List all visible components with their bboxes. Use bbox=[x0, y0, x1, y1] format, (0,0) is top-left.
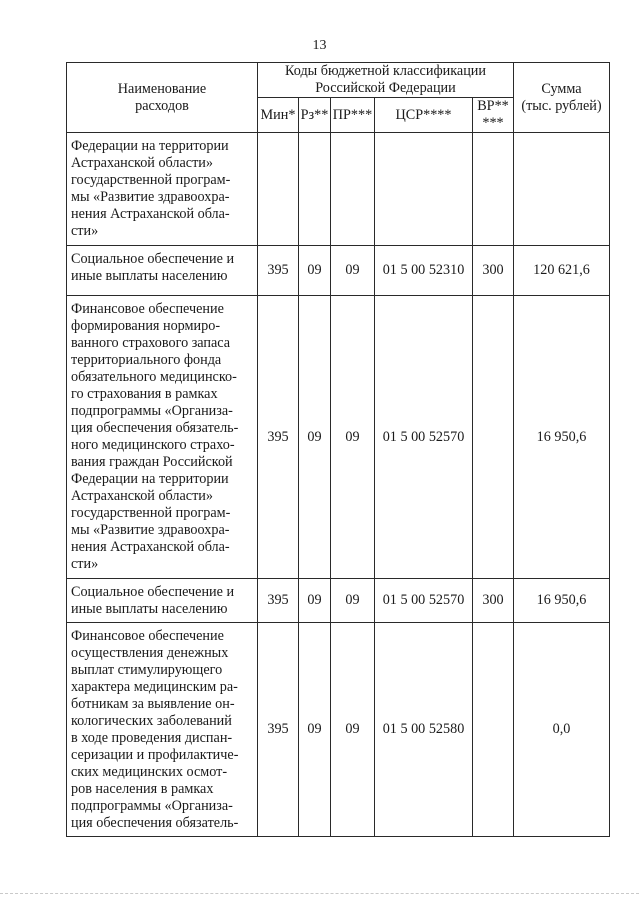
cell-csr: 01 5 00 52580 bbox=[375, 623, 473, 837]
header-csr: ЦСР**** bbox=[375, 98, 473, 133]
cell-csr bbox=[375, 133, 473, 246]
header-pr: ПР*** bbox=[331, 98, 375, 133]
row-name: Финансовое обеспечение осуществления денежных выплат стимулирующего характера медицинским ра- ботникам за выявление он- кологических заболеваний в ходе проведения диспан- серизации и профилактиче- ских медицинских осмот- ров населения в рамках подпрограммы «Организа- ция обеспечения обязатель- bbox=[67, 623, 258, 837]
table-row bbox=[67, 623, 610, 837]
cell-sum: 16 950,6 bbox=[514, 579, 610, 623]
header-sum: Сумма (тыс. рублей) bbox=[514, 63, 610, 133]
cell-pr: 09 bbox=[331, 579, 375, 623]
cell-sum: 120 621,6 bbox=[514, 246, 610, 296]
header-vr: ВР** *** bbox=[473, 98, 514, 133]
page-number: 13 bbox=[312, 38, 327, 53]
cell-vr: 300 bbox=[473, 579, 514, 623]
table-row bbox=[67, 133, 610, 246]
cell-rz: 09 bbox=[299, 296, 331, 579]
cell-min: 395 bbox=[258, 579, 299, 623]
cell-vr bbox=[473, 296, 514, 579]
header-codes: Коды бюджетной классификации Российской Федерации bbox=[258, 63, 514, 98]
table-row bbox=[67, 246, 610, 296]
cell-rz: 09 bbox=[299, 246, 331, 296]
header-name: Наименование расходов bbox=[67, 63, 258, 133]
cell-min bbox=[258, 133, 299, 246]
cell-sum bbox=[514, 133, 610, 246]
cell-min: 395 bbox=[258, 623, 299, 837]
header-min: Мин* bbox=[258, 98, 299, 133]
cell-min: 395 bbox=[258, 296, 299, 579]
cell-csr: 01 5 00 52570 bbox=[375, 296, 473, 579]
cell-vr bbox=[473, 133, 514, 246]
budget-table bbox=[66, 62, 610, 837]
cell-sum: 0,0 bbox=[514, 623, 610, 837]
row-name: Социальное обеспечение и иные выплаты населению bbox=[67, 246, 258, 296]
header-rz: Рз** bbox=[299, 98, 331, 133]
cell-vr: 300 bbox=[473, 246, 514, 296]
cell-csr: 01 5 00 52570 bbox=[375, 579, 473, 623]
cell-sum: 16 950,6 bbox=[514, 296, 610, 579]
scan-edge-divider bbox=[0, 893, 639, 894]
cell-vr bbox=[473, 623, 514, 837]
row-name: Финансовое обеспечение формирования нормиро- ванного страхового запаса территориального фонда обязательного медицинско- го страхования в рамках подпрограммы «Организа- ция обеспечения обязатель- ного медицинского страхо- вания граждан Российской Федерации на территории Астраханской области» государственной програм- мы «Развитие здравоохра- нения Астраханской обла- сти» bbox=[67, 296, 258, 579]
cell-rz: 09 bbox=[299, 623, 331, 837]
cell-pr bbox=[331, 133, 375, 246]
table-row bbox=[67, 296, 610, 579]
row-name: Федерации на территории Астраханской области» государственной програм- мы «Развитие здравоохра- нения Астраханской обла- сти» bbox=[67, 133, 258, 246]
table-row bbox=[67, 579, 610, 623]
cell-csr: 01 5 00 52310 bbox=[375, 246, 473, 296]
cell-min: 395 bbox=[258, 246, 299, 296]
row-name: Социальное обеспечение и иные выплаты населению bbox=[67, 579, 258, 623]
cell-pr: 09 bbox=[331, 296, 375, 579]
cell-pr: 09 bbox=[331, 623, 375, 837]
cell-rz: 09 bbox=[299, 579, 331, 623]
cell-rz bbox=[299, 133, 331, 246]
cell-pr: 09 bbox=[331, 246, 375, 296]
